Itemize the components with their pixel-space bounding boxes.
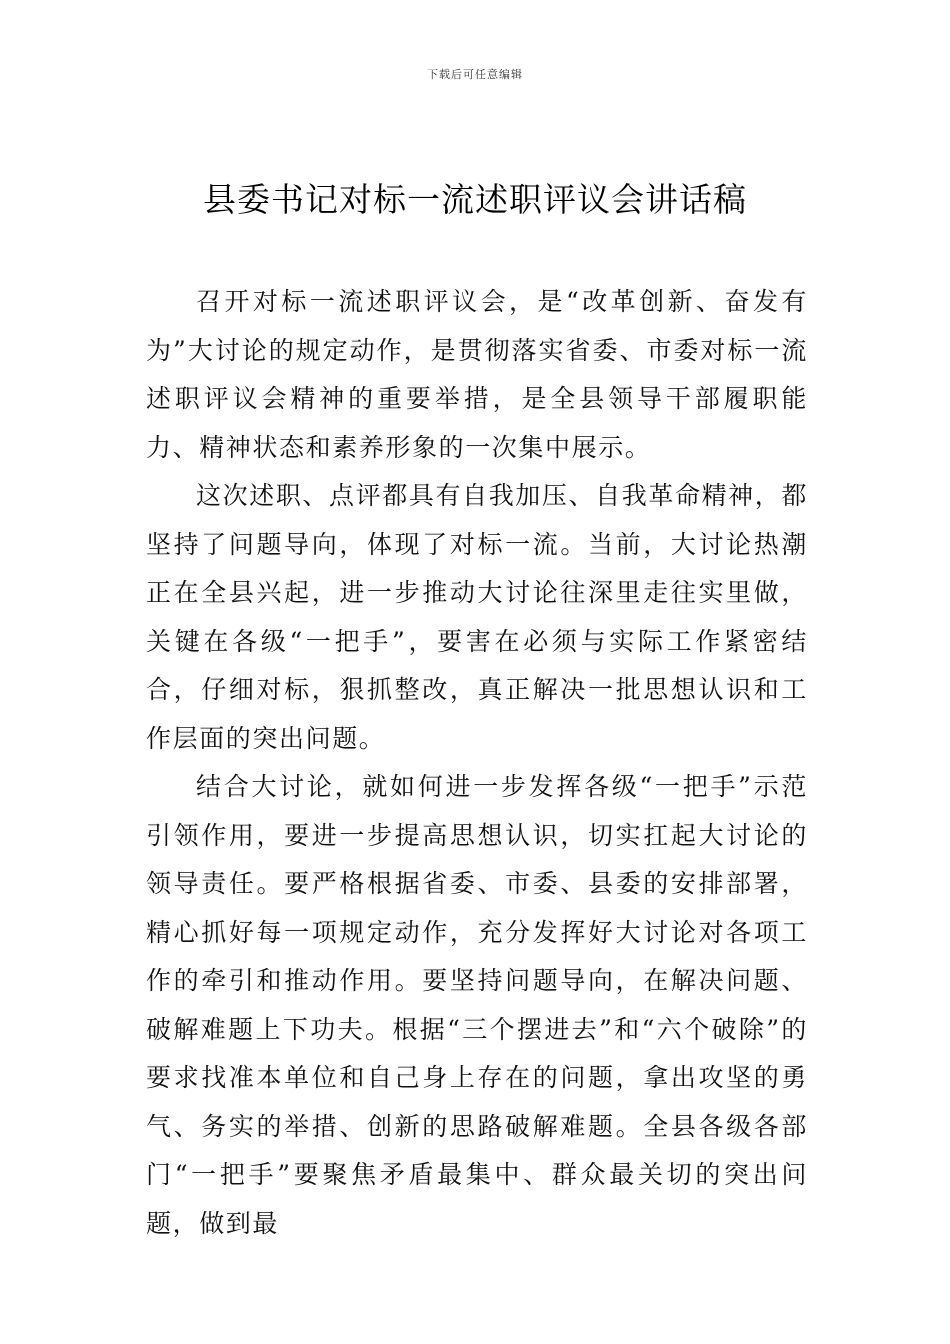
document-body xyxy=(146,278,808,1248)
header-note: 下载后可任意编辑 xyxy=(427,68,523,81)
paragraph: 这次述职、点评都具有自我加压、自我革命精神，都坚持了问题导向，体现了对标一流。当前，大讨论热潮正在全县兴起，进一步推动大讨论往深里走往实里做，关键在各级“一把手”，要害在必须与实际工作紧密结合，仔细对标，狠抓整改，真正解决一批思想认识和工作层面的突出问题。 xyxy=(146,481,808,753)
document-title: 县委书记对标一流述职评议会讲话稿 xyxy=(203,180,747,219)
paragraph: 召开对标一流述职评议会，是“改革创新、奋发有为”大讨论的规定动作，是贯彻落实省委、市委对标一流述职评议会精神的重要举措，是全县领导干部履职能力、精神状态和素养形象的一次集中展示。 xyxy=(146,287,808,462)
paragraph: 结合大讨论，就如何进一步发挥各级“一把手”示范引领作用，要进一步提高思想认识，切实扛起大讨论的领导责任。要严格根据省委、市委、县委的安排部署，精心抓好每一项规定动作，充分发挥好大讨论对各项工作的牵引和推动作用。要坚持问题导向，在解决问题、破解难题上下功夫。根据“三个摆进去”和“六个破除”的要求找准本单位和自己身上存在的问题，拿出攻坚的勇气、务实的举措、创新的思路破解难题。全县各级各部门“一把手”要聚焦矛盾最集中、群众最关切的突出问题，做到最 xyxy=(146,772,808,1238)
